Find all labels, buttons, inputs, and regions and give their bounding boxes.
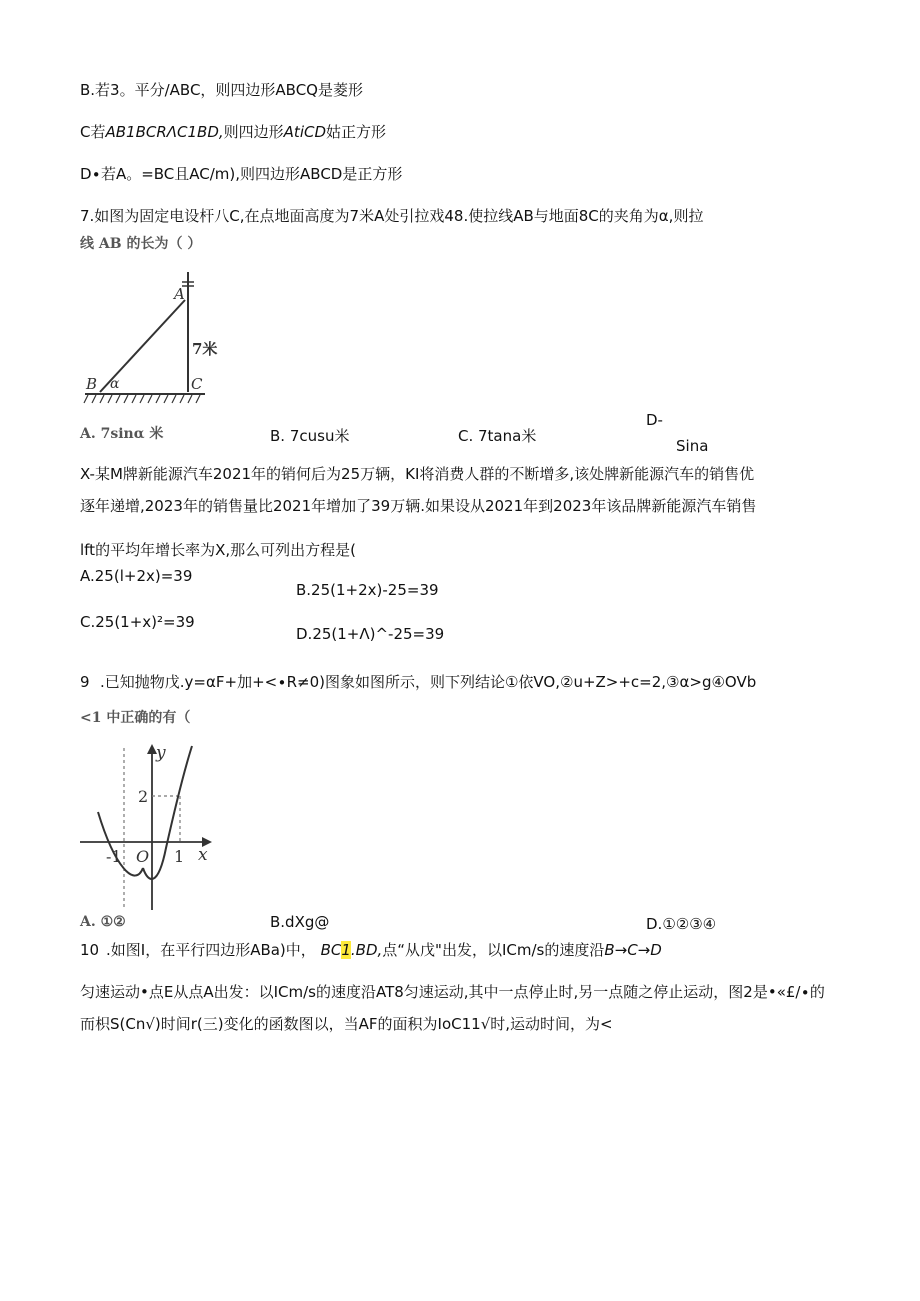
q10-line2: 匀速运动•点E从点A出发：以ICm/s的速度沿AT8匀速运动,其中一点停止时,另一点随之停止运动，图2是•«£/∙的 [80,983,825,1001]
q7-option-b: B. 7cusu米 [270,427,350,445]
q10-stem-middle: 点“从戊"出发，以ICm/s的速度沿 [382,941,605,959]
q7-option-d-prefix: D- [646,411,663,429]
q7-option-d-value: Sina [676,437,709,455]
q6-option-c-shape: AtiCD [283,123,327,141]
q10-condition-bc: BC [320,941,342,959]
q8-option-c: C.25(1+x)²=39 [80,613,195,631]
q7-stem: 7.如图为固定电设杆八C,在点地面高度为7米A处引拉戏48.使拉线AB与地面8C的夹角为α,则拉 [80,207,704,225]
q9-option-a: A. ①② [80,914,126,930]
q9-number: 9 [80,673,90,691]
q10-condition-bd: .BD, [350,941,383,959]
label-height: 7米 [192,340,218,358]
q9-option-d: D.①②③④ [646,915,717,933]
q10-path: B→C→D [604,941,662,959]
q6-option-c-suffix: 姑正方形 [326,123,387,141]
q7-pole-figure [80,262,230,412]
label-1: 1 [174,847,185,866]
q7-option-c: C. 7tana米 [458,427,537,445]
label-alpha: α [110,376,120,392]
ground-hatching [84,395,200,403]
label-c: C [191,375,203,393]
q8-stem-line2: 逐年递增,2023年的销售量比2021年增加了39万辆.如果设从2021年到2023年该品牌新能源汽车销售 [80,497,757,515]
q9-stem-continued: <1 中正确的有（ [80,710,191,726]
q9-parabola-figure [80,738,220,910]
q7-stem-continued: 线 AB 的长为（ ） [80,236,202,252]
q7-option-a: A. 7sinα 米 [80,426,164,442]
label-y: y [156,743,166,763]
q6-option-c-prefix: C若 [80,123,106,141]
label-neg1: -1 [106,847,122,866]
q10-stem-start: .如图I，在平行四边形ABa)中， [106,941,316,959]
q8-option-a: A.25(l+2x)=39 [80,567,193,585]
q8-stem-line1: X-某M牌新能源汽车2021年的销何后为25万辆，KI将消费人群的不断增多,该处牌新能源汽车的销售优 [80,465,755,483]
label-b: B [86,375,98,393]
q6-option-d: D∙若A。=BC且AC/m),则四边形ABCD是正方形 [80,165,403,183]
q8-stem-line3: lft的平均年增长率为X,那么可列出方程是( [80,541,356,559]
q9-stem: .已知抛物戊.y=αF+加+<∙R≠0)图象如图所示，则下列结论①依VO,②u+Z>+c=2,③α>g④OVb [100,673,757,691]
label-2: 2 [138,787,149,806]
label-origin: O [136,847,150,866]
q8-option-d: D.25(1+Λ)^-25=39 [296,625,445,643]
q6-option-b: B.若3。平分/ABC，则四边形ABCQ是菱形 [80,81,363,99]
q10-stem [106,940,662,960]
q10-number: 10 [80,941,100,959]
q6-option-c-condition: AB1BCRΛC1BD, [105,123,224,141]
q6-option-c [80,122,386,142]
q9-option-b: B.dXg@ [270,913,330,931]
q6-option-c-middle: 则四边形 [223,123,284,141]
q10-line3: 而枳S(Cn√)时间r(三)变化的函数图以，当AF的面积为IoC11√时,运动时间，为< [80,1015,613,1033]
label-a: A [174,285,185,303]
q8-option-b: B.25(1+2x)-25=39 [296,581,439,599]
q10-highlight: 1 [341,941,351,959]
label-x: x [198,845,208,865]
